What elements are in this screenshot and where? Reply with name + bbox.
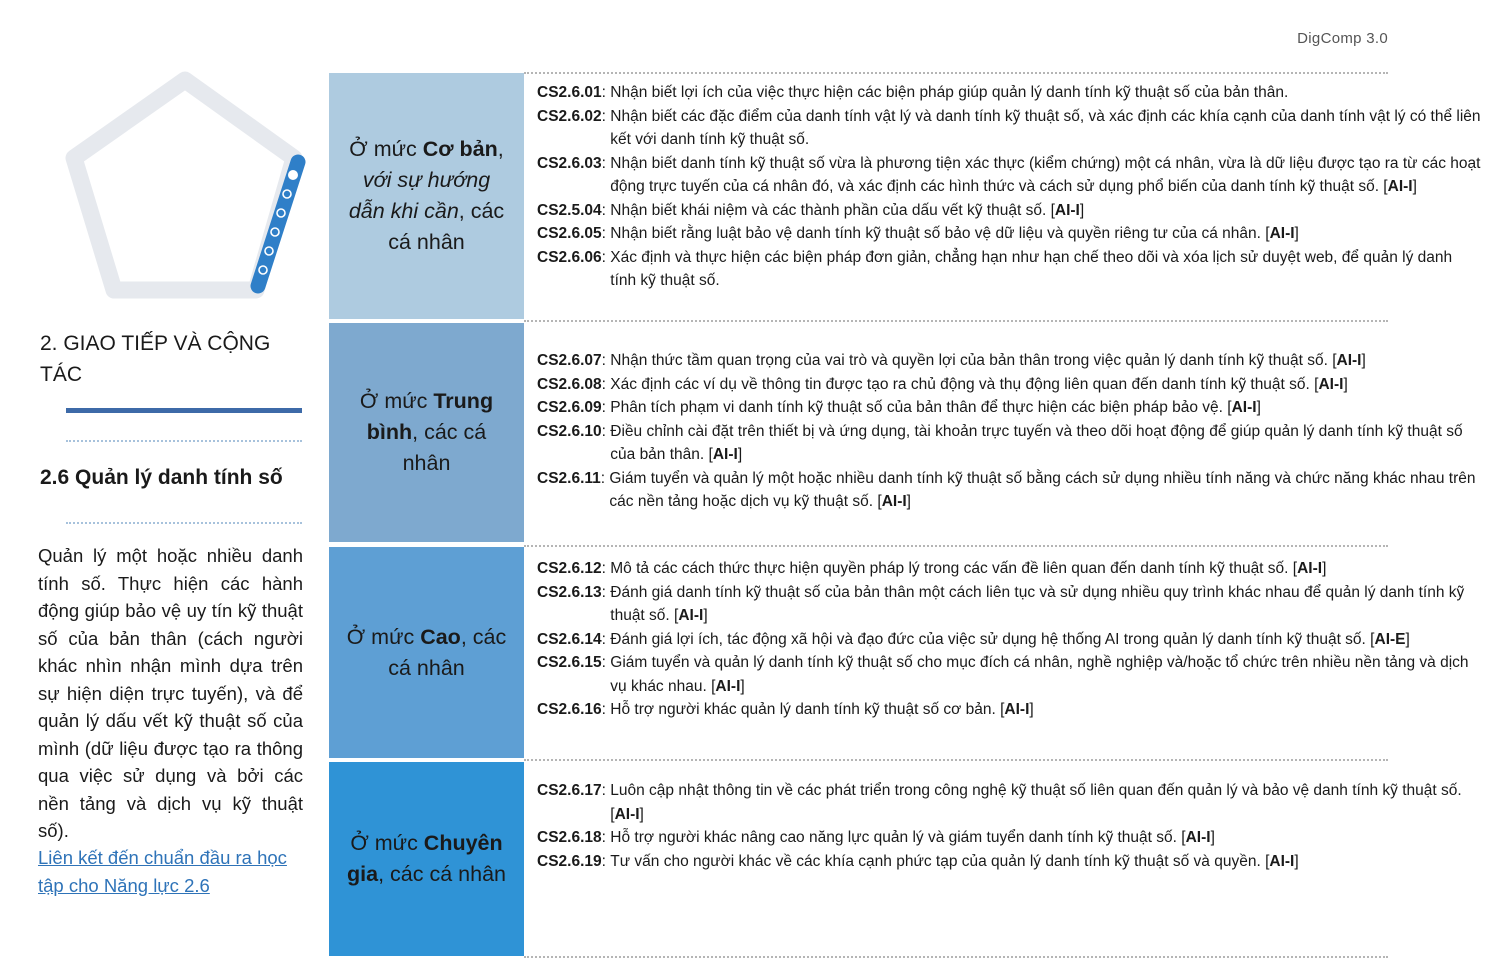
outcome-text: Tư vấn cho người khác về các khía cạnh phức tạp của quản lý danh tính kỹ thuật số và quyền.	[610, 852, 1261, 870]
learning-outcomes-link[interactable]: Liên kết đến chuẩn đầu ra học tập cho Năng lực 2.6	[38, 847, 287, 896]
row-separator	[524, 545, 1388, 547]
outcome-item: CS2.6.03 : Nhận biết danh tính kỹ thuật số vừa là phương tiện xác thực (kiểm chứng) một cá nhân, vừa là dữ liệu được tạo ra từ các hoạt động trực tuyến của cá nhân đó, và xác định các hình thức và cách sử dụng phổ biến của danh tính kỹ thuật số. [AI-I]	[537, 152, 1482, 199]
level-items-expert	[537, 779, 1482, 873]
ai-tag-badge: [AI-I]	[1260, 852, 1299, 870]
level-label-text	[343, 134, 510, 258]
level-label-part: Cơ bản	[422, 137, 498, 161]
outcome-item: CS2.6.06 : Xác định và thực hiện các biện pháp đơn giản, chẳng hạn như hạn chế theo dõi và xóa lịch sử duyệt web, để quản lý danh tính kỹ thuật số.	[537, 246, 1482, 293]
row-separator	[524, 759, 1388, 761]
ai-tag-badge: [AI-I]	[1309, 375, 1348, 393]
level-label-part: Ở mức	[350, 831, 424, 855]
level-label-part: Cao	[420, 624, 461, 649]
level-items-intermediate	[537, 349, 1482, 514]
ai-tag-badge: [AI-I]	[1288, 560, 1327, 577]
level-label-part: Ở mức	[359, 389, 434, 413]
outcome-text: Điều chỉnh cài đặt trên thiết bị và ứng dụng, tài khoản trực tuyến và theo dõi hoạt động để giúp quản lý danh tính kỹ thuật số của bản thân.	[610, 422, 1463, 463]
competence-description: Quản lý một hoặc nhiều danh tính số. Thực hiện các hành động giúp bảo vệ uy tín kỹ thuật số của bản thân (cách người khác nhìn nhận mình dựa trên sự hiện diện trực tuyến), và để quản lý dấu vết kỹ thuật số của mình (dữ liệu được tạo ra thông qua việc sử dụng và bởi các nền tảng và dịch vụ kỹ thuật số).	[38, 545, 303, 841]
level-items-advanced	[537, 557, 1482, 722]
ai-tag-badge: [AI-I]	[1327, 352, 1366, 369]
outcome-text: Nhận thức tầm quan trọng của vai trò và quyền lợi của bản thân trong việc quản lý danh tính kỹ thuật số.	[610, 352, 1328, 369]
ai-tag-badge: [AI-I]	[669, 607, 708, 624]
ai-tag-badge: [AI-I]	[704, 446, 743, 463]
outcome-item: CS2.5.04 : Nhận biết khái niệm và các thành phần của dấu vết kỹ thuật số. [AI-I]	[537, 199, 1482, 223]
outcome-code: CS2.6.14	[537, 630, 602, 648]
level-label-part: , các cá nhân	[388, 199, 505, 254]
outcome-text: Xác định và thực hiện các biện pháp đơn giản, chẳng hạn như hạn chế theo dõi và xóa lịch sử duyệt web, để quản lý danh tính kỹ thuật số.	[610, 248, 1453, 289]
outcome-item: CS2.6.14 : Đánh giá lợi ích, tác động xã hội và đạo đức của việc sử dụng hệ thống AI trong quản lý danh tính kỹ thuật số. [AI-E]	[537, 628, 1482, 652]
outcome-item: CS2.6.12 : Mô tả các cách thức thực hiện quyền pháp lý trong các vấn đề liên quan đến danh tính kỹ thuật số. [AI-I]	[537, 557, 1482, 581]
outcome-text: Phân tích phạm vi danh tính kỹ thuật số của bản thân để thực hiện các biện pháp bảo vệ.	[610, 399, 1223, 416]
outcome-text: Giám tuyển và quản lý danh tính kỹ thuật số cho mục đích cá nhân, nghề nghiệp và/hoặc tổ chức trên nhiều nền tảng và dịch vụ khác nhau.	[610, 654, 1469, 695]
row-separator	[524, 956, 1388, 958]
level-label-part: , các cá nhân	[378, 862, 506, 886]
outcome-text: Nhận biết các đặc điểm của danh tính vật lý và danh tính kỹ thuật số, và xác định các khía cạnh của danh tính vật lý có thể liên kết với danh tính kỹ thuật số.	[610, 107, 1481, 148]
level-label-text	[343, 622, 510, 684]
ai-tag-badge: [AI-I]	[995, 701, 1034, 718]
row-separator	[524, 72, 1388, 74]
ai-tag-badge: [AI-I]	[706, 677, 745, 695]
competence-area-pentagon-icon	[52, 58, 318, 316]
outcome-text: Giám tuyển và quản lý một hoặc nhiều danh tính kỹ thuật số bằng cách sử dụng nhiều tính năng và chức năng khác nhau trên các nền tảng hoặc dịch vụ kỹ thuật số.	[609, 469, 1476, 510]
level-label-text	[343, 828, 510, 890]
outcome-code: CS2.6.17	[537, 782, 602, 799]
level-items-basic	[537, 81, 1482, 293]
level-label-part: với sự hướng dẫn khi cần	[348, 168, 491, 223]
outcome-item: CS2.6.11 : Giám tuyển và quản lý một hoặc nhiều danh tính kỹ thuật số bằng cách sử dụng nhiều tính năng và chức năng khác nhau trên các nền tảng hoặc dịch vụ kỹ thuật số. [AI-I]	[537, 467, 1482, 514]
outcome-item: CS2.6.16 : Hỗ trợ người khác quản lý danh tính kỹ thuật số cơ bản. [AI-I]	[537, 698, 1482, 722]
outcome-text: Hỗ trợ người khác quản lý danh tính kỹ thuật số cơ bản.	[610, 701, 996, 718]
competence-area-title: 2. GIAO TIẾP VÀ CỘNG TÁC	[40, 332, 271, 386]
outcome-code: CS2.6.15	[537, 654, 602, 671]
outcome-item: CS2.6.15 : Giám tuyển và quản lý danh tính kỹ thuật số cho mục đích cá nhân, nghề nghiệp và/hoặc tổ chức trên nhiều nền tảng và dịch vụ khác nhau. [AI-I]	[537, 651, 1482, 698]
outcome-text: Mô tả các cách thức thực hiện quyền pháp lý trong các vấn đề liên quan đến danh tính kỹ thuật số.	[610, 560, 1289, 577]
outcome-code: CS2.6.16	[537, 701, 602, 718]
outcome-text: Nhận biết khái niệm và các thành phần của dấu vết kỹ thuật số.	[610, 201, 1047, 219]
level-label-part: Ở mức	[349, 137, 423, 161]
outcome-code: CS2.6.08	[537, 375, 602, 393]
outcome-item: CS2.6.05 : Nhận biết rằng luật bảo vệ danh tính kỹ thuật số bảo vệ dữ liệu và quyền riêng tư của cá nhân. [AI-I]	[537, 222, 1482, 246]
outcome-code: CS2.6.01	[537, 84, 602, 101]
outcome-text: Luôn cập nhật thông tin về các phát triển trong công nghệ kỹ thuật số liên quan đến quản lý và bảo vệ danh tính kỹ thuật số.	[610, 782, 1462, 799]
outcome-code: CS2.5.04	[537, 201, 602, 219]
ai-tag-badge: [AI-I]	[1260, 225, 1299, 242]
outcome-text: Nhận biết danh tính kỹ thuật số vừa là phương tiện xác thực (kiểm chứng) một cá nhân, vừa là dữ liệu được tạo ra từ các hoạt động trực tuyến của cá nhân đó, và xác định các hình thức và cách sử dụng phổ biến của danh tính kỹ thuật số.	[610, 154, 1481, 195]
outcome-code: CS2.6.19	[537, 852, 602, 870]
ai-tag-badge: [AI-I]	[1222, 399, 1261, 416]
level-label-part: ,	[497, 137, 504, 161]
outcome-text: Đánh giá danh tính kỹ thuật số của bản thân một cách liên tục và sử dụng nhiều quy trình khác nhau để quản lý danh tính kỹ thuật số.	[610, 583, 1465, 624]
competence-title: 2.6 Quản lý danh tính số	[40, 466, 283, 489]
outcome-code: CS2.6.11	[537, 469, 601, 487]
outcome-item: CS2.6.08 : Xác định các ví dụ về thông tin được tạo ra chủ động và thụ động liên quan đến danh tính kỹ thuật số. [AI-I]	[537, 373, 1482, 397]
brand-label: DigComp 3.0	[1297, 30, 1388, 47]
level-label-part: Trung bình	[366, 389, 494, 444]
ai-tag-badge: [AI-I]	[1046, 201, 1085, 219]
outcome-text: Xác định các ví dụ về thông tin được tạo ra chủ động và thụ động liên quan đến danh tính kỹ thuật số.	[610, 375, 1310, 393]
outcome-code: CS2.6.13	[537, 583, 602, 601]
outcome-code: CS2.6.06	[537, 248, 602, 266]
outcome-text: Nhận biết lợi ích của việc thực hiện các biện pháp giúp quản lý danh tính kỹ thuật số của bản thân.	[610, 84, 1289, 101]
area-divider	[66, 408, 302, 413]
outcome-code: CS2.6.07	[537, 352, 602, 369]
level-label-intermediate	[329, 323, 524, 542]
ai-tag-badge: [AI-I]	[1176, 829, 1215, 846]
outcome-code: CS2.6.02	[537, 107, 602, 125]
outcome-item: CS2.6.13 : Đánh giá danh tính kỹ thuật số của bản thân một cách liên tục và sử dụng nhiều quy trình khác nhau để quản lý danh tính kỹ thuật số. [AI-I]	[537, 581, 1482, 628]
outcome-item: CS2.6.02 : Nhận biết các đặc điểm của danh tính vật lý và danh tính kỹ thuật số, và xác định các khía cạnh của danh tính vật lý có thể liên kết với danh tính kỹ thuật số.	[537, 105, 1482, 152]
outcome-code: CS2.6.10	[537, 422, 602, 440]
level-label-advanced	[329, 547, 524, 758]
outcome-text: Đánh giá lợi ích, tác động xã hội và đạo đức của việc sử dụng hệ thống AI trong quản lý danh tính kỹ thuật số.	[610, 630, 1366, 648]
level-label-part: Ở mức	[346, 624, 421, 649]
outcome-code: CS2.6.18	[537, 829, 602, 846]
dotted-divider	[66, 522, 302, 524]
outcome-item: CS2.6.10 : Điều chỉnh cài đặt trên thiết bị và ứng dụng, tài khoản trực tuyến và theo dõi hoạt động để giúp quản lý danh tính kỹ thuật số của bản thân. [AI-I]	[537, 420, 1482, 467]
ai-tag-badge: [AI-I]	[610, 805, 644, 823]
level-label-text	[343, 386, 510, 479]
outcome-item: CS2.6.19 : Tư vấn cho người khác về các khía cạnh phức tạp của quản lý danh tính kỹ thuật số và quyền. [AI-I]	[537, 850, 1482, 874]
outcome-item: CS2.6.18 : Hỗ trợ người khác nâng cao năng lực quản lý và giám tuyển danh tính kỹ thuật số. [AI-I]	[537, 826, 1482, 850]
ai-tag-badge: [AI-E]	[1365, 630, 1410, 648]
ai-tag-badge: [AI-I]	[873, 493, 911, 510]
level-label-part: , các cá nhân	[388, 624, 507, 680]
ai-tag-badge: [AI-I]	[1379, 178, 1417, 195]
outcome-code: CS2.6.09	[537, 399, 602, 416]
outcome-text: Nhận biết rằng luật bảo vệ danh tính kỹ thuật số bảo vệ dữ liệu và quyền riêng tư của cá nhân.	[610, 225, 1261, 242]
outcome-code: CS2.6.05	[537, 225, 602, 242]
dotted-divider	[66, 440, 302, 442]
outcome-item: CS2.6.01 : Nhận biết lợi ích của việc thực hiện các biện pháp giúp quản lý danh tính kỹ thuật số của bản thân.	[537, 81, 1482, 105]
outcome-code: CS2.6.03	[537, 154, 602, 172]
level-label-basic	[329, 73, 524, 319]
level-label-expert	[329, 762, 524, 956]
outcome-item: CS2.6.09 : Phân tích phạm vi danh tính kỹ thuật số của bản thân để thực hiện các biện pháp bảo vệ. [AI-I]	[537, 396, 1482, 420]
row-separator	[524, 320, 1388, 322]
level-label-part: , các cá nhân	[402, 420, 487, 475]
outcome-item: CS2.6.17 : Luôn cập nhật thông tin về các phát triển trong công nghệ kỹ thuật số liên quan đến quản lý và bảo vệ danh tính kỹ thuật số. [AI-I]	[537, 779, 1482, 826]
outcome-item: CS2.6.07 : Nhận thức tầm quan trọng của vai trò và quyền lợi của bản thân trong việc quản lý danh tính kỹ thuật số. [AI-I]	[537, 349, 1482, 373]
outcome-code: CS2.6.12	[537, 560, 602, 577]
outcome-text: Hỗ trợ người khác nâng cao năng lực quản lý và giám tuyển danh tính kỹ thuật số.	[610, 829, 1177, 846]
level-label-part: Chuyên gia	[347, 831, 503, 886]
